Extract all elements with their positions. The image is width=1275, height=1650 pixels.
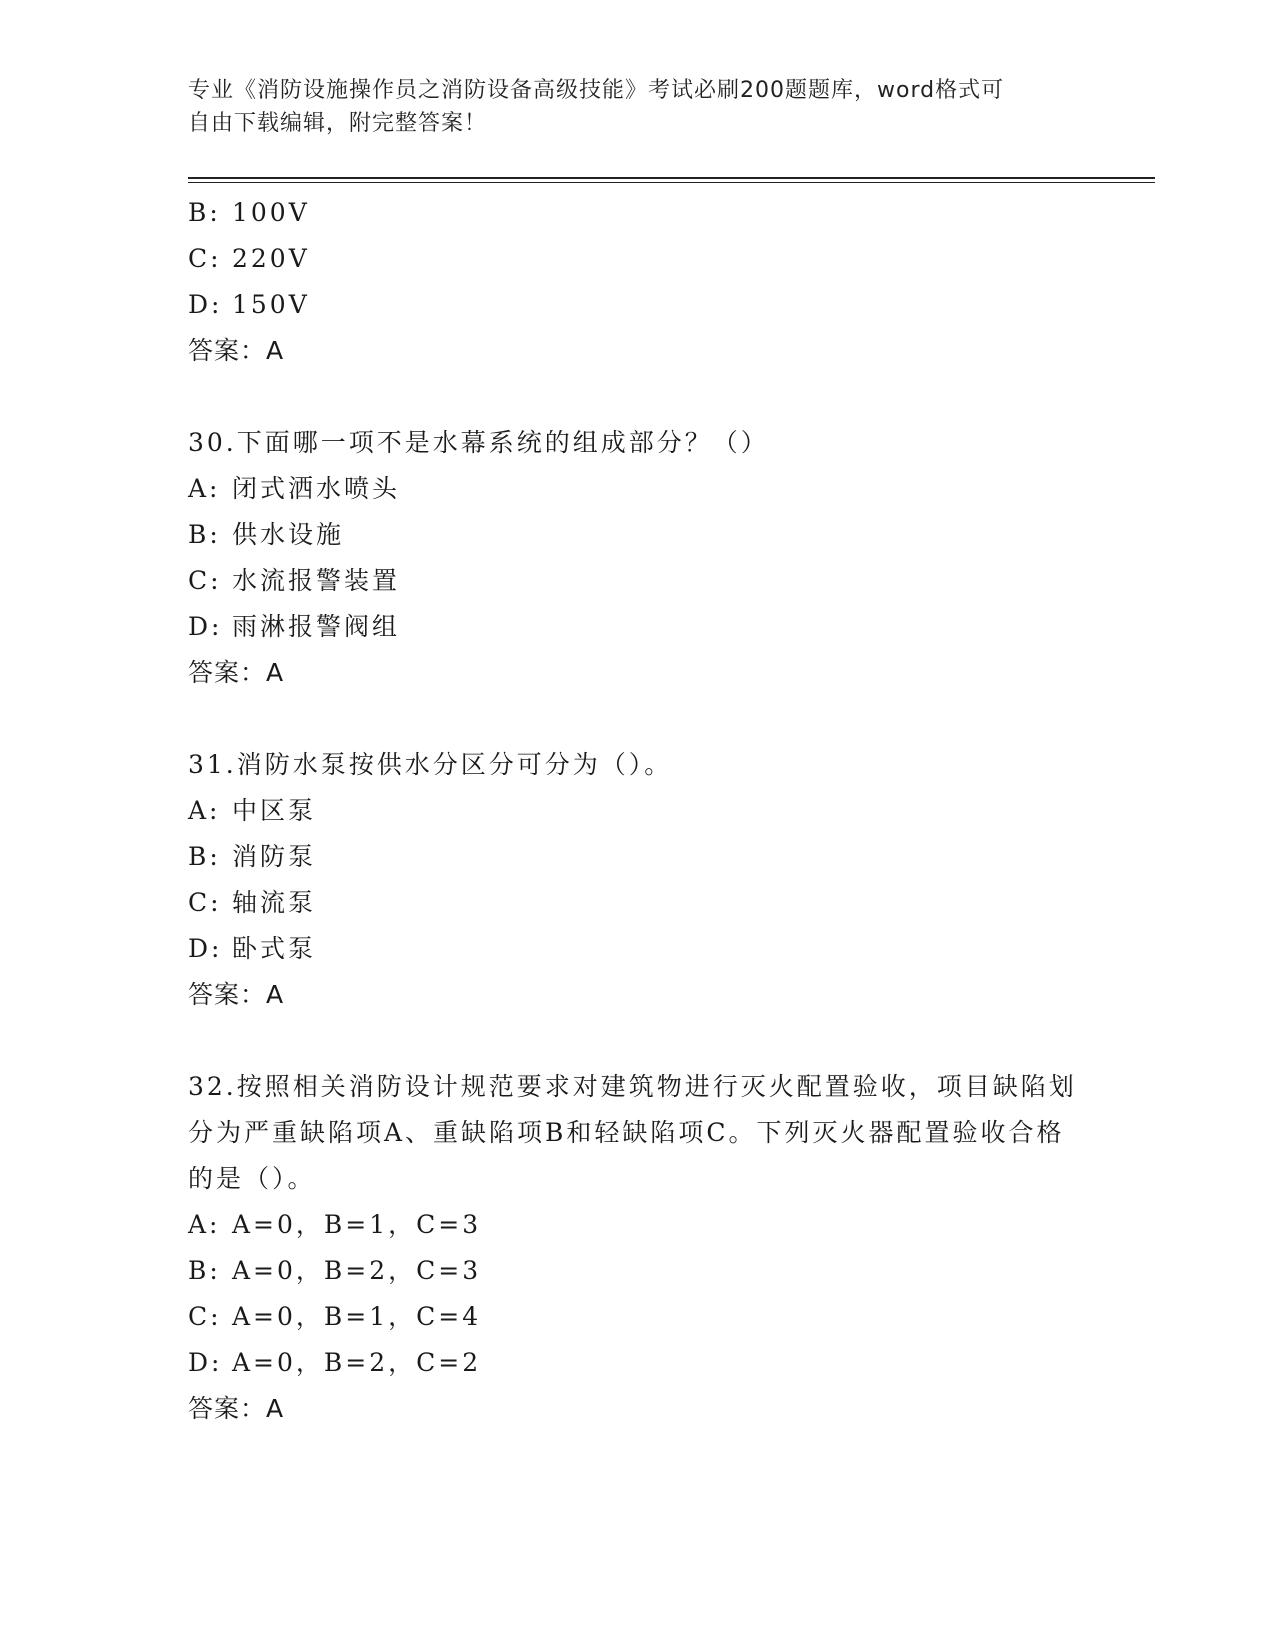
option-text: A=0，B=2，C=3 xyxy=(232,1256,482,1285)
question-stem: 31.消防水泵按供水分区分可分为（）。 xyxy=(188,750,673,779)
option-d xyxy=(188,1340,1088,1386)
document-header xyxy=(188,74,1068,140)
question-stem: 32.按照相关消防设计规范要求对建筑物进行灭火配置验收，项目缺陷划分为严重缺陷项A、重缺陷项B和轻缺陷项C。下列灭火器配置验收合格的是（）。 xyxy=(188,1072,1077,1193)
option-text: A=0，B=1，C=3 xyxy=(232,1210,482,1239)
option-a xyxy=(188,466,1088,512)
option-a xyxy=(188,1202,1088,1248)
option-a xyxy=(188,788,1088,834)
option-d xyxy=(188,926,1088,972)
option-text: 中区泵 xyxy=(232,796,317,825)
option-text: 水流报警装置 xyxy=(232,566,401,595)
option-text: 100V xyxy=(232,198,310,227)
answer-line: 答案：A xyxy=(188,336,285,365)
answer-line: 答案：A xyxy=(188,1394,285,1423)
option-letter: D: xyxy=(188,1348,223,1377)
option-c xyxy=(188,236,1088,282)
option-b xyxy=(188,190,1088,236)
question-32 xyxy=(188,1064,1088,1432)
option-text: 220V xyxy=(232,244,310,273)
option-b xyxy=(188,834,1088,880)
option-letter: B: xyxy=(188,842,221,871)
option-text: 消防泵 xyxy=(232,842,317,871)
header-divider-thin xyxy=(188,182,1155,183)
question-31 xyxy=(188,742,1088,1018)
option-text: 卧式泵 xyxy=(232,934,317,963)
option-b xyxy=(188,512,1088,558)
header-line-1: 专业《消防设施操作员之消防设备高级技能》考试必刷200题题库，word格式可 xyxy=(188,78,1005,103)
option-d xyxy=(188,282,1088,328)
option-letter: A: xyxy=(188,1210,221,1239)
option-letter: B: xyxy=(188,520,221,549)
answer-line: 答案：A xyxy=(188,658,285,687)
option-letter: D: xyxy=(188,612,223,641)
option-d xyxy=(188,604,1088,650)
option-c xyxy=(188,558,1088,604)
answer-line: 答案：A xyxy=(188,980,285,1009)
option-c xyxy=(188,1294,1088,1340)
option-b xyxy=(188,1248,1088,1294)
questions-content xyxy=(188,190,1088,1432)
option-text: 供水设施 xyxy=(232,520,345,549)
option-text: 轴流泵 xyxy=(232,888,317,917)
option-text: A=0，B=2，C=2 xyxy=(232,1348,482,1377)
option-letter: C: xyxy=(188,1302,222,1331)
header-divider xyxy=(188,177,1155,179)
question-30 xyxy=(188,420,1088,696)
option-letter: C: xyxy=(188,566,222,595)
option-letter: D: xyxy=(188,290,223,319)
option-letter: C: xyxy=(188,244,222,273)
option-c xyxy=(188,880,1088,926)
option-letter: A: xyxy=(188,474,221,503)
header-line-2: 自由下载编辑，附完整答案！ xyxy=(188,111,488,136)
question-stem: 30.下面哪一项不是水幕系统的组成部分？（） xyxy=(188,428,769,457)
option-letter: A: xyxy=(188,796,221,825)
option-text: 雨淋报警阀组 xyxy=(232,612,401,641)
option-text: 闭式洒水喷头 xyxy=(232,474,401,503)
option-text: 150V xyxy=(232,290,310,319)
option-text: A=0，B=1，C=4 xyxy=(232,1302,482,1331)
option-letter: C: xyxy=(188,888,222,917)
option-letter: D: xyxy=(188,934,223,963)
prev-question-continuation xyxy=(188,190,1088,374)
option-letter: B: xyxy=(188,198,221,227)
option-letter: B: xyxy=(188,1256,221,1285)
